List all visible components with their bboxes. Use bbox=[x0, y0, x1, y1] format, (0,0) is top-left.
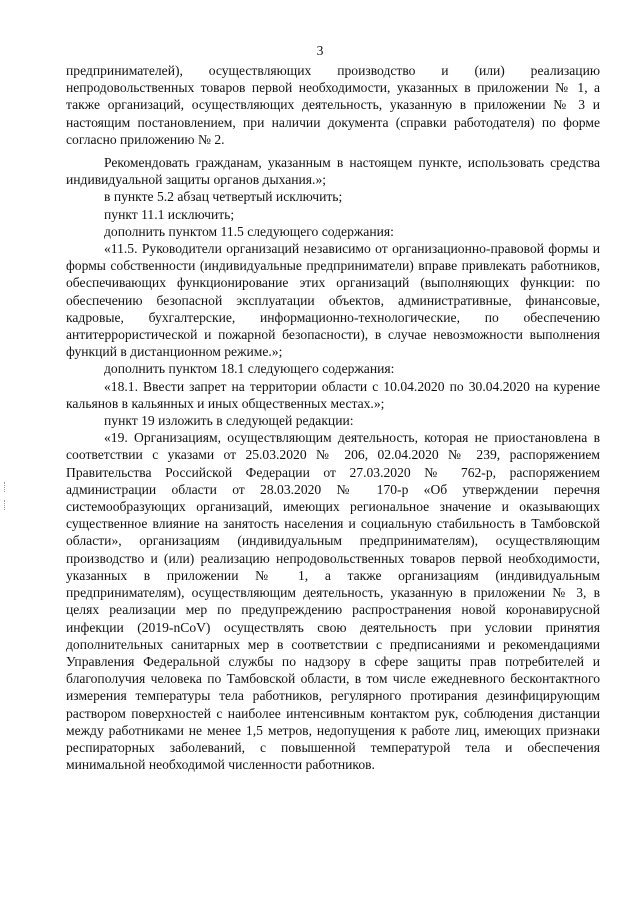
paragraph-add-11-5: дополнить пунктом 11.5 следующего содержания: bbox=[104, 223, 394, 239]
paragraph-add-18-1: дополнить пунктом 18.1 следующего содержания: bbox=[104, 361, 395, 377]
paragraph-amend-5-2: в пункте 5.2 абзац четвертый исключить; bbox=[104, 189, 343, 205]
paragraph-continuation: предпринимателей), осуществляющих производство и (или) реализацию непродовольственных товаров первой необходимости, указанных в приложении № 1, а также организаций, осуществляющих деятельность, указанную в приложении № 3 и настоящим постановлением, при наличии документа (справки работодателя) по форме согласно приложению № 2. bbox=[66, 63, 600, 147]
paragraph-clause-18-1: «18.1. Ввести запрет на территории области с 10.04.2020 по 30.04.2020 на курение кальянов в кальянных и иных общественных местах.»; bbox=[66, 378, 600, 411]
document-body bbox=[66, 62, 600, 773]
paragraph-amend-11-1: пункт 11.1 исключить; bbox=[104, 206, 235, 222]
paragraph-amend-19: пункт 19 изложить в следующей редакции: bbox=[104, 413, 354, 429]
scan-edge-mark bbox=[4, 500, 8, 510]
page-number: 3 bbox=[316, 43, 324, 58]
paragraph-recommendation: Рекомендовать гражданам, указанным в настоящем пункте, использовать средства индивидуальной защиты органов дыхания.»; bbox=[66, 155, 600, 188]
paragraph-clause-19: «19. Организациям, осуществляющим деятельность, которая не приостановлена в соответствии с указами от 25.03.2020 № 206, 02.04.2020 № 239, распоряжением Правительства Российской Федерации от 27.03.2020 № 762-р, распоряжением администрации области от 28.03.2020 № 170-р «Об утверждении перечня системообразующих организаций, имеющих региональное значение и оказывающих существенное влияние на занятость населения и социальную стабильность в Тамбовской области», организациям (индивидуальным предпринимателям), осуществляющим производство и (или) реализацию непродовольственных товаров первой необходимости, указанных в приложении № 1, а также организациям (индивидуальным предпринимателям), осуществляющим деятельность, указанную в приложении № 3, в целях реализации мер по предупреждению распространения новой коронавирусной инфекции (2019-nCoV) осуществлять свою деятельность при условии принятия дополнительных санитарных мер в соответствии с предписаниями и рекомендациями Управления Федеральной службы по надзору в сфере защиты прав потребителей и благополучия человека по Тамбовской области, в том числе ежедневного бесконтактного измерения температуры тела работников, регулярного протирания дезинфицирующим раствором поверхностей с наиболее интенсивным контактом рук, соблюдения дистанции между работниками не менее 1,5 метров, недопущения к работе лиц, имеющих признаки респираторных заболеваний, с повышенной температурой тела и обеспечения минимальной необходимой численности работников. bbox=[66, 430, 600, 773]
scan-edge-mark bbox=[4, 482, 8, 492]
paragraph-clause-11-5: «11.5. Руководители организаций независимо от организационно-правовой формы и формы собственности (индивидуальные предприниматели) вправе привлекать работников, обеспечивающих функционирование этих организаций (выполняющих функции: по обеспечению безопасной эксплуатации объектов, административные, финансовые, кадровые, бухгалтерские, информационно-технологические, по обеспечению антитеррористической и пожарной безопасности), в случае невозможности выполнения функций в дистанционном режиме.»; bbox=[66, 241, 600, 360]
